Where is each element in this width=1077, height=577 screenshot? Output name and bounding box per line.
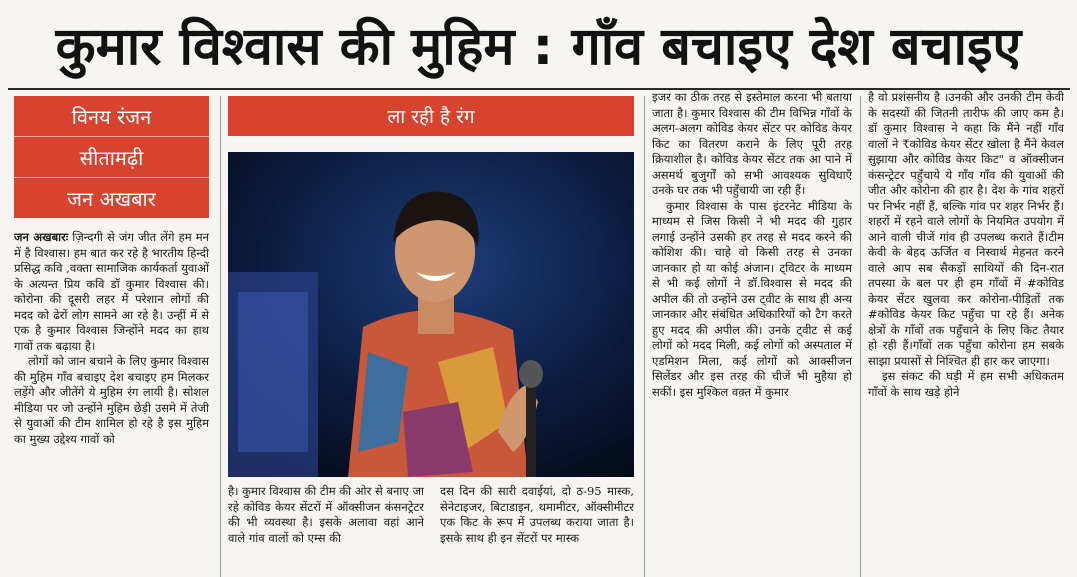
column-5-para-1: है वो प्रशंसनीय है ।उनकी और उनकी टीम केवी के सदस्यों की जितनी तारीफ की जाए कम है। डॉ कुमार विश्वास ने कहा कि मैंने नहीं गाँव वालों ने ₹कोविड केयर सेंटर खोला है मैंने केवल सुझाया और कोविड केयर किट" व ऑक्सीजन कंसन्ट्रेटर पहुँचाये ये गाँव गाँव की युवाओं की जीत और कोरोना की हार है। देश के गांव शहरों पर निर्भर नहीं हैं, बल्कि गांव पर शहर निर्भर हैं। शहरों में रहने वाले लोगों के नियमित उपयोग में आने वाली चीजें गांव ही उपलब्ध कराते हैं।टीम केवी के बेहद ऊर्जित व निस्वार्थ मेहनत करने वाले आप सब सैकड़ों साथियों की दिन-रात तपस्या के बल पर ही हम गाँवों में #कोविड केयर सेंटर खुलवा कर कोरोना-पीड़ितों तक #कोविड केयर किट पहुँचा पा रहे हैं। अनेक क्षेत्रों के गाँवों तक पहुँचाने के लिए किट तैयार हो रही हैं।गाँवों तक पहुँचा कोरोना हम सबके साझा प्रयासों से निश्चित ही हार कर जाएगा। bbox=[868, 90, 1064, 368]
column-4-para-1: इजर का ठीक तरह से इस्तेमाल करना भी बताया जाता है। कुमार विश्वास की टीम विभिन्न गाँवों के अलग-अलग कोविड केयर सेंटर पर कोविड केयर किट का वितरण कराने के लिए पूरी तरह क्रियाशील है। कोविड केयर सेंटर तक आ पाने में असमर्थ बुजुर्गों को सभी आवश्यक सुविधाएँ उनके घर तक भी पहुँचायी जा रही हैं। bbox=[652, 90, 852, 197]
byline-author: विनय रंजन bbox=[14, 96, 209, 137]
column-4 bbox=[652, 90, 852, 577]
divider-3 bbox=[860, 96, 861, 577]
headline: कुमार विश्वास की मुहिम : गाँव बचाइए देश बचाइए bbox=[55, 16, 1022, 77]
column-3: दस दिन की सारी दवाईयां, दो ठ-95 मास्क, सेनेटाइजर, बिटाडाइन, थमामीटर, ऑक्सीमीटर एक किट के रूप में उपलब्ध कराया जाता है। इसके साथ ही इन सेंटरों पर मास्क bbox=[440, 484, 634, 545]
column-1-lead: जन अखबारः bbox=[14, 230, 69, 244]
divider-2 bbox=[644, 96, 645, 577]
byline-box bbox=[14, 96, 209, 218]
column-4-para-2: कुमार विश्वास के पास इंटरनेट मीडिया के माध्यम से जिस किसी ने भी मदद की गुहार लगाई उन्होंने उसकी हर तरह से मदद करने की कोशिश की। चाहे वो किसी तरह से उनका जानकार हो या कोई अंजान। ट्विटर के माध्यम से भी कई लोगों ने डॉ.विश्वास से मदद की अपील की तो उन्होंने उस ट्वीट के साथ ही अन्य जानकार और संबंधित अधिकारियों को टैग करते हुए मदद की अपील की। उनके ट्वीट से कई लोगों को मदद मिली, कई लोगों को अस्पताल में एडमिशन मिला, कई लोगों को आक्सीजन सिलेंडर और इस तरह की चीजें भी मुहैया हो सकीं। इस मुश्किल वक़्त में कुमार bbox=[652, 198, 852, 399]
byline-place: सीतामढ़ी bbox=[14, 137, 209, 178]
speaker-photo bbox=[228, 152, 634, 477]
column-1-para-1: ज़िन्दगी से जंग जीत लेंगे हम मन में है विश्वास। हम बात कर रहे है भारतीय हिन्दी प्रसिद्ध कवि ,वक्ता सामाजिक कार्यकर्ता युवाओं के अत्यन्त प्रिय कवि डॉ कुमार विश्वास की।कोरोना की दूसरी लहर में परेशान लोगों की मदद को ढेरों लोग सामने आ रहे है। उन्हीं में से एक है कुमार विश्वास जिन्होंने मदद का हाथ गावों तक बढ़ाया है। bbox=[14, 230, 209, 353]
column-1 bbox=[14, 230, 209, 577]
column-1-para-2: लोगों को जान बचाने के लिए कुमार विश्वास की मुहिम गाँव बचाइए देश बचाइए हम मिलकर लड़ेंगे और जीतेंगे ये मुहिम रंग लायी है। सोशल मीडिया पर जो उन्होंने मुहिम छेड़ी उसमे में तेजी से युवाओं की टीम शामिल हो रहे है इस मुहिम का मुख्य उद्देश्य गावों को bbox=[14, 354, 209, 446]
photo-banner: ला रही है रंग bbox=[228, 96, 634, 136]
column-5 bbox=[868, 90, 1064, 577]
column-5-para-2: इस संकट की घड़ी में हम सभी अधिकतम गाँवों के साथ खड़े होने bbox=[868, 369, 1064, 399]
byline-paper: जन अखबार bbox=[67, 186, 156, 211]
divider-1 bbox=[220, 96, 221, 577]
column-2: है। कुमार विश्वास की टीम की ओर से बनाए जा रहे कोविड केयर सेंटरों में ऑक्सीजन कंसनट्रेटर की भी व्यवस्था है। इसके अलावा वहां आने वाले गांव वालों को एम्स की bbox=[228, 484, 424, 545]
